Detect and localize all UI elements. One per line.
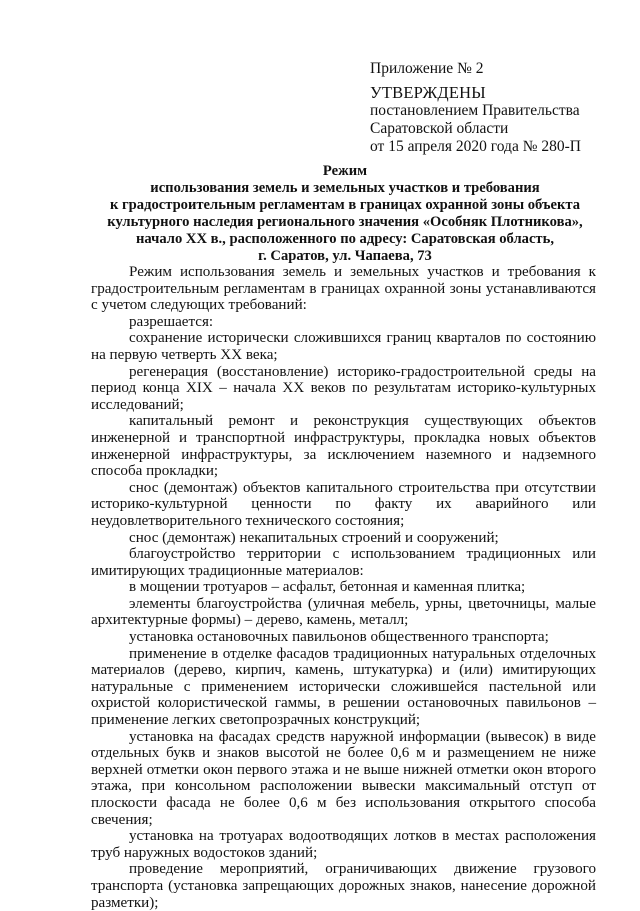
body-paragraph: применение в отделке фасадов традиционных натуральных отделочных материалов (дерево, кирпич, камень, штукатурка) и (или) имитирующих натуральные с применением исторически сложившейся пастельной или охристой колористической гаммы, в решении остановочных павильонов – применение легких светопрозрачных конструкций; (91, 645, 596, 729)
body-paragraph: благоустройство территории с использованием традиционных или имитирующих традиционные материалов: (91, 546, 596, 579)
body-paragraph: проведение мероприятий, ограничивающих движение грузового транспорта (установка запрещающих дорожных знаков, нанесение дорожной разметки); (91, 861, 596, 911)
body-paragraph: регенерация (восстановление) историко-градостроительной среды на период конца XIX – начала XX веков по результатам историко-культурных исследований; (91, 363, 596, 413)
title-line: культурного наследия регионального значения «Особняк Плотникова», (107, 214, 583, 230)
body-paragraph: снос (демонтаж) объектов капитального строительства при отсутствии историко-культурной ценности по факту их аварийного или неудовлетворительного технического состояния; (91, 479, 596, 529)
body-paragraph: снос (демонтаж) некапитальных строений и сооружений; (129, 529, 499, 546)
title-line: Режим (322, 163, 368, 179)
document-title (80, 163, 610, 265)
approved-heading: УТВЕРЖДЕНЫ (370, 83, 486, 102)
document-body (91, 264, 596, 911)
body-paragraph: установка на фасадах средств наружной информации (вывесок) в виде отдельных букв и знаков высотой не более 0,6 м и размещением не ниже верхней отметки окон первого этажа и не выше нижней отметки окон второго этажа, при консольном расположении вывески максимальный отступ от плоскости фасада не более 0,6 м без использования открытого способа свечения; (91, 728, 596, 828)
body-paragraph: капитальный ремонт и реконструкция существующих объектов инженерной и транспортной инфраструктуры, прокладка новых объектов инженерной инфраструктуры, за исключением наземного и надземного способа прокладки; (91, 413, 596, 480)
body-paragraph: в мощении тротуаров – асфальт, бетонная и каменная плитка; (129, 579, 526, 596)
approved-by-line: постановлением Правительства (370, 102, 580, 119)
body-paragraph: элементы благоустройства (уличная мебель, урны, цветочницы, малые архитектурные формы) – дерево, камень, металл; (91, 595, 596, 629)
title-line: г. Саратов, ул. Чапаева, 73 (258, 248, 432, 264)
body-paragraph: установка остановочных павильонов общественного транспорта; (129, 629, 549, 646)
appendix-number: Приложение № 2 (370, 60, 484, 77)
approved-by-line: Саратовской области (370, 120, 509, 137)
title-line: к градостроительным регламентам в границах охранной зоны объекта (109, 197, 581, 213)
title-line: использования земель и земельных участков и требования (150, 180, 540, 196)
approved-by-line: от 15 апреля 2020 года № 280-П (370, 138, 581, 155)
body-paragraph: установка на тротуарах водоотводящих лотков в местах расположения труб наружных водостоков зданий; (91, 828, 596, 861)
body-paragraph: сохранение исторически сложившихся границ кварталов по состоянию на первую четверть XX века; (91, 330, 596, 363)
body-paragraph: Режим использования земель и земельных участков и требования к градостроительным регламентам в границах охранной зоны устанавливаются с учетом следующих требований: (91, 264, 596, 314)
approval-block (370, 60, 581, 156)
body-paragraph: разрешается: (129, 313, 214, 330)
title-line: начало XX в., расположенного по адресу: Саратовская область, (136, 231, 554, 247)
